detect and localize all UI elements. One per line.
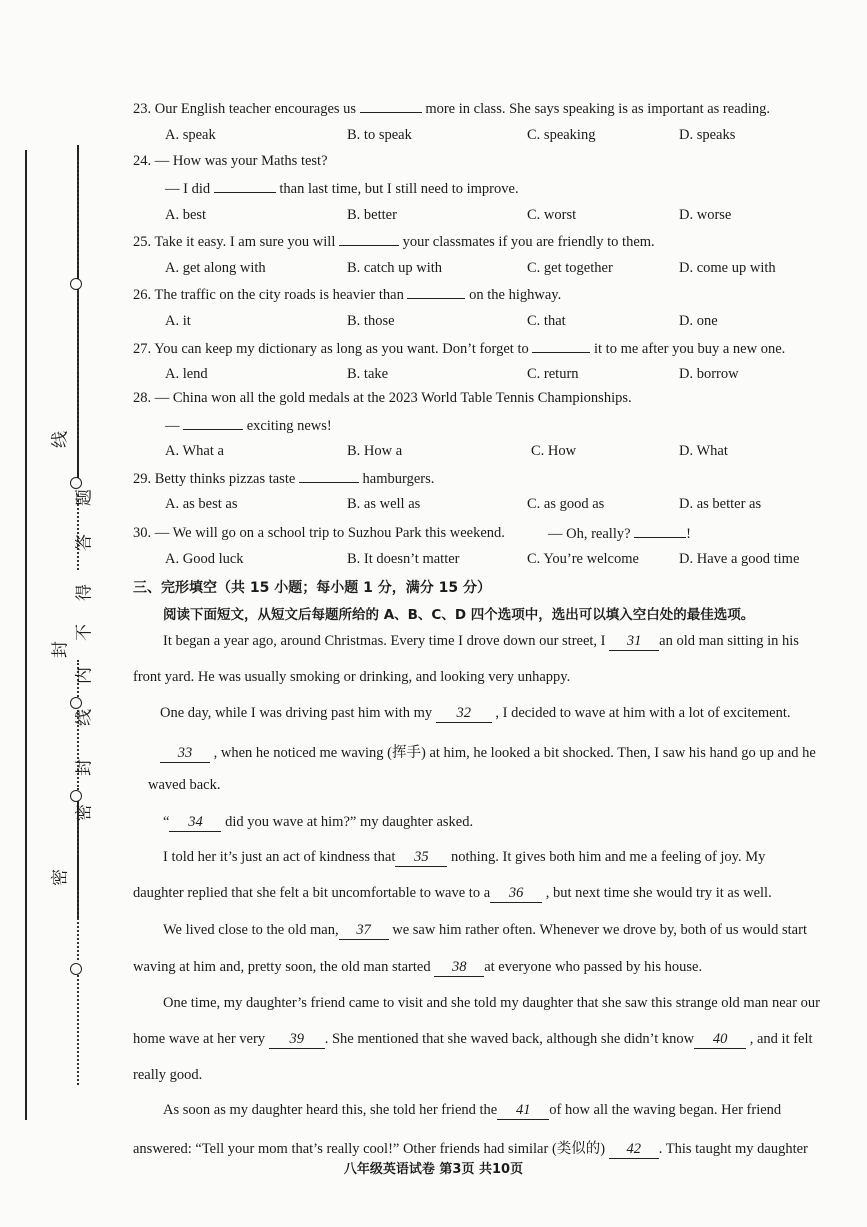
passage-text: , when he noticed me waving (挥手) at him, he looked a bit shocked. Then, I saw his hand go up and he <box>210 745 816 761</box>
dotted-segment <box>77 975 79 1085</box>
passage-text: answered: “Tell your mom that’s really cool!” Other friends had similar (类似的) <box>133 1141 609 1157</box>
option-d: D. Have a good time <box>679 551 800 567</box>
option-b: B. as well as <box>347 496 421 512</box>
option-d: D. What <box>679 443 728 459</box>
question-28: 28. — China won all the gold medals at the 2023 World Table Tennis Championships. <box>133 390 632 406</box>
option-b: B. It doesn’t matter <box>347 551 460 567</box>
passage-text: of how all the waving began. Her friend <box>549 1102 782 1118</box>
passage-text: we saw him rather often. Whenever we drove by, both of us would start <box>388 922 807 938</box>
blank-39[interactable]: 39 <box>269 1031 325 1049</box>
blank-37[interactable]: 37 <box>339 922 389 940</box>
binding-char: 封 <box>50 641 71 658</box>
binding-char: 答 <box>74 534 95 551</box>
passage-line: One time, my daughter’s friend came to visit and she told my daughter that she saw this strange old man near our <box>163 995 820 1011</box>
option-d: D. speaks <box>679 127 736 143</box>
passage-line: really good. <box>133 1067 203 1083</box>
option-d: D. one <box>679 313 718 329</box>
question-stem: 27. You can keep my dictionary as long as you want. Don’t forget to <box>133 341 533 357</box>
option-c: C. that <box>527 313 566 329</box>
option-a: A. get along with <box>165 260 266 276</box>
blank-40[interactable]: 40 <box>694 1031 746 1049</box>
option-d: D. as better as <box>679 496 762 512</box>
dotted-segment <box>77 290 79 370</box>
question-stem: more in class. She says speaking is as important as reading. <box>421 101 771 117</box>
passage-line <box>133 1137 808 1159</box>
question-stem: — Oh, really? <box>548 526 635 542</box>
binding-char: 不 <box>74 624 95 641</box>
question-stem: 29. Betty thinks pizzas taste <box>133 471 299 487</box>
question-stem: exciting news! <box>243 418 332 434</box>
binding-hole <box>70 278 82 290</box>
passage-line <box>133 1031 813 1049</box>
binding-char: 封 <box>74 759 95 776</box>
binding-char: 得 <box>74 584 95 601</box>
option-a: A. Good luck <box>165 551 244 567</box>
question-stem: 25. Take it easy. I am sure you will <box>133 234 339 250</box>
passage-text: We lived close to the old man, <box>163 922 339 938</box>
option-d: D. worse <box>679 207 732 223</box>
question-23 <box>133 100 770 118</box>
passage-text: daughter replied that she felt a bit uncomfortable to wave to a <box>133 885 491 901</box>
passage-line <box>163 814 473 832</box>
question-stem: on the highway. <box>465 287 562 303</box>
blank-34[interactable]: 34 <box>169 814 221 832</box>
option-b: B. better <box>347 207 397 223</box>
option-a: A. as best as <box>165 496 238 512</box>
option-c: C. speaking <box>527 127 596 143</box>
blank-33[interactable]: 33 <box>160 745 210 763</box>
answer-blank[interactable] <box>407 286 465 299</box>
option-b: B. those <box>347 313 395 329</box>
blank-32[interactable]: 32 <box>436 705 492 723</box>
question-24: 24. — How was your Maths test? <box>133 153 328 169</box>
answer-blank[interactable] <box>532 340 590 353</box>
binding-char: 内 <box>74 667 95 684</box>
blank-35[interactable]: 35 <box>395 849 447 867</box>
question-27 <box>133 340 785 358</box>
question-24-reply <box>165 180 519 198</box>
passage-text: an old man sitting in his <box>659 633 799 649</box>
question-stem: than last time, but I still need to improve. <box>275 181 519 197</box>
passage-text: , and it felt <box>746 1031 813 1047</box>
question-stem: — I did <box>165 181 214 197</box>
passage-line <box>133 959 702 977</box>
blank-41[interactable]: 41 <box>497 1102 549 1120</box>
passage-text: did you wave at him?” my daughter asked. <box>221 814 474 830</box>
option-c: C. How <box>531 443 577 459</box>
question-stem: 23. Our English teacher encourages us <box>133 101 360 117</box>
blank-36[interactable]: 36 <box>490 885 542 903</box>
question-30: 30. — We will go on a school trip to Suzhou Park this weekend. <box>133 525 505 541</box>
passage-line <box>160 741 816 763</box>
option-c: C. You’re welcome <box>527 551 639 567</box>
binding-char: 线 <box>50 431 71 448</box>
question-stem: your classmates if you are friendly to them. <box>398 234 655 250</box>
option-b: B. take <box>347 366 389 382</box>
passage-text: One day, while I was driving past him with my <box>160 705 436 721</box>
question-25 <box>133 233 655 251</box>
option-b: B. to speak <box>347 127 412 143</box>
passage-line <box>163 1102 781 1120</box>
answer-blank[interactable] <box>214 180 276 193</box>
blank-31[interactable]: 31 <box>609 633 659 651</box>
passage-text: home wave at her very <box>133 1031 269 1047</box>
question-stem: — <box>165 418 184 434</box>
binding-hole <box>70 790 82 802</box>
blank-42[interactable]: 42 <box>609 1141 659 1159</box>
section-instruction: 阅读下面短文，从短文后每题所给的 A、B、C、D 四个选项中，选出可以填入空白处的最佳选项。 <box>163 607 755 623</box>
passage-text: , I decided to wave at him with a lot of excitement. <box>491 705 791 721</box>
question-30-reply <box>548 525 691 543</box>
passage-line <box>133 885 772 903</box>
dotted-segment <box>77 160 79 270</box>
passage-text: “ <box>163 814 170 830</box>
option-b: B. catch up with <box>347 260 443 276</box>
binding-hole <box>70 963 82 975</box>
question-stem: hamburgers. <box>358 471 435 487</box>
passage-text: at everyone who passed by his house. <box>484 959 703 975</box>
dotted-segment <box>77 890 79 960</box>
option-a: A. lend <box>165 366 208 382</box>
question-26 <box>133 286 561 304</box>
option-d: D. borrow <box>679 366 739 382</box>
answer-blank[interactable] <box>634 525 686 538</box>
answer-blank[interactable] <box>299 470 359 483</box>
passage-text: It began a year ago, around Christmas. Every time I drove down our street, I <box>163 633 610 649</box>
binding-char: 密 <box>74 804 95 821</box>
option-a: A. best <box>165 207 207 223</box>
passage-line: waved back. <box>148 777 221 793</box>
binding-char: 密 <box>50 869 71 886</box>
question-29 <box>133 470 434 488</box>
option-d: D. come up with <box>679 260 776 276</box>
passage-text: I told her it’s just an act of kindness that <box>163 849 396 865</box>
answer-blank[interactable] <box>360 100 422 113</box>
binding-char: 题 <box>74 489 95 506</box>
option-a: A. it <box>165 313 191 329</box>
option-a: A. speak <box>165 127 216 143</box>
passage-text: . She mentioned that she waved back, although she didn’t know <box>324 1031 695 1047</box>
section-title: 三、完形填空（共 15 小题；每小题 1 分，满分 15 分） <box>133 580 491 596</box>
passage-line <box>163 633 799 651</box>
option-b: B. How a <box>347 443 403 459</box>
passage-line <box>163 922 807 940</box>
dotted-segment <box>77 370 79 440</box>
question-stem: ! <box>686 526 692 542</box>
option-c: C. return <box>527 366 579 382</box>
page-footer: 八年级英语试卷 第3页 共10页 <box>343 1162 524 1177</box>
passage-text: , but next time she would try it as well. <box>542 885 772 901</box>
option-c: C. get together <box>527 260 613 276</box>
answer-blank[interactable] <box>339 233 399 246</box>
passage-line <box>163 849 765 867</box>
passage-line <box>160 705 791 723</box>
question-stem: it to me after you buy a new one. <box>590 341 786 357</box>
option-c: C. worst <box>527 207 577 223</box>
option-a: A. What a <box>165 443 224 459</box>
question-28-reply <box>165 417 332 435</box>
passage-text: nothing. It gives both him and me a feeling of joy. My <box>447 849 766 865</box>
blank-38[interactable]: 38 <box>434 959 484 977</box>
option-c: C. as good as <box>527 496 605 512</box>
passage-text: . This taught my daughter <box>658 1141 808 1157</box>
answer-blank[interactable] <box>183 417 243 430</box>
binding-char: 线 <box>74 709 95 726</box>
binding-line-left <box>25 150 27 1120</box>
passage-text: waving at him and, pretty soon, the old man started <box>133 959 435 975</box>
passage-text: As soon as my daughter heard this, she told her friend the <box>163 1102 498 1118</box>
binding-margin <box>20 140 95 1120</box>
question-stem: 26. The traffic on the city roads is heavier than <box>133 287 408 303</box>
passage-line: front yard. He was usually smoking or drinking, and looking very unhappy. <box>133 669 571 685</box>
